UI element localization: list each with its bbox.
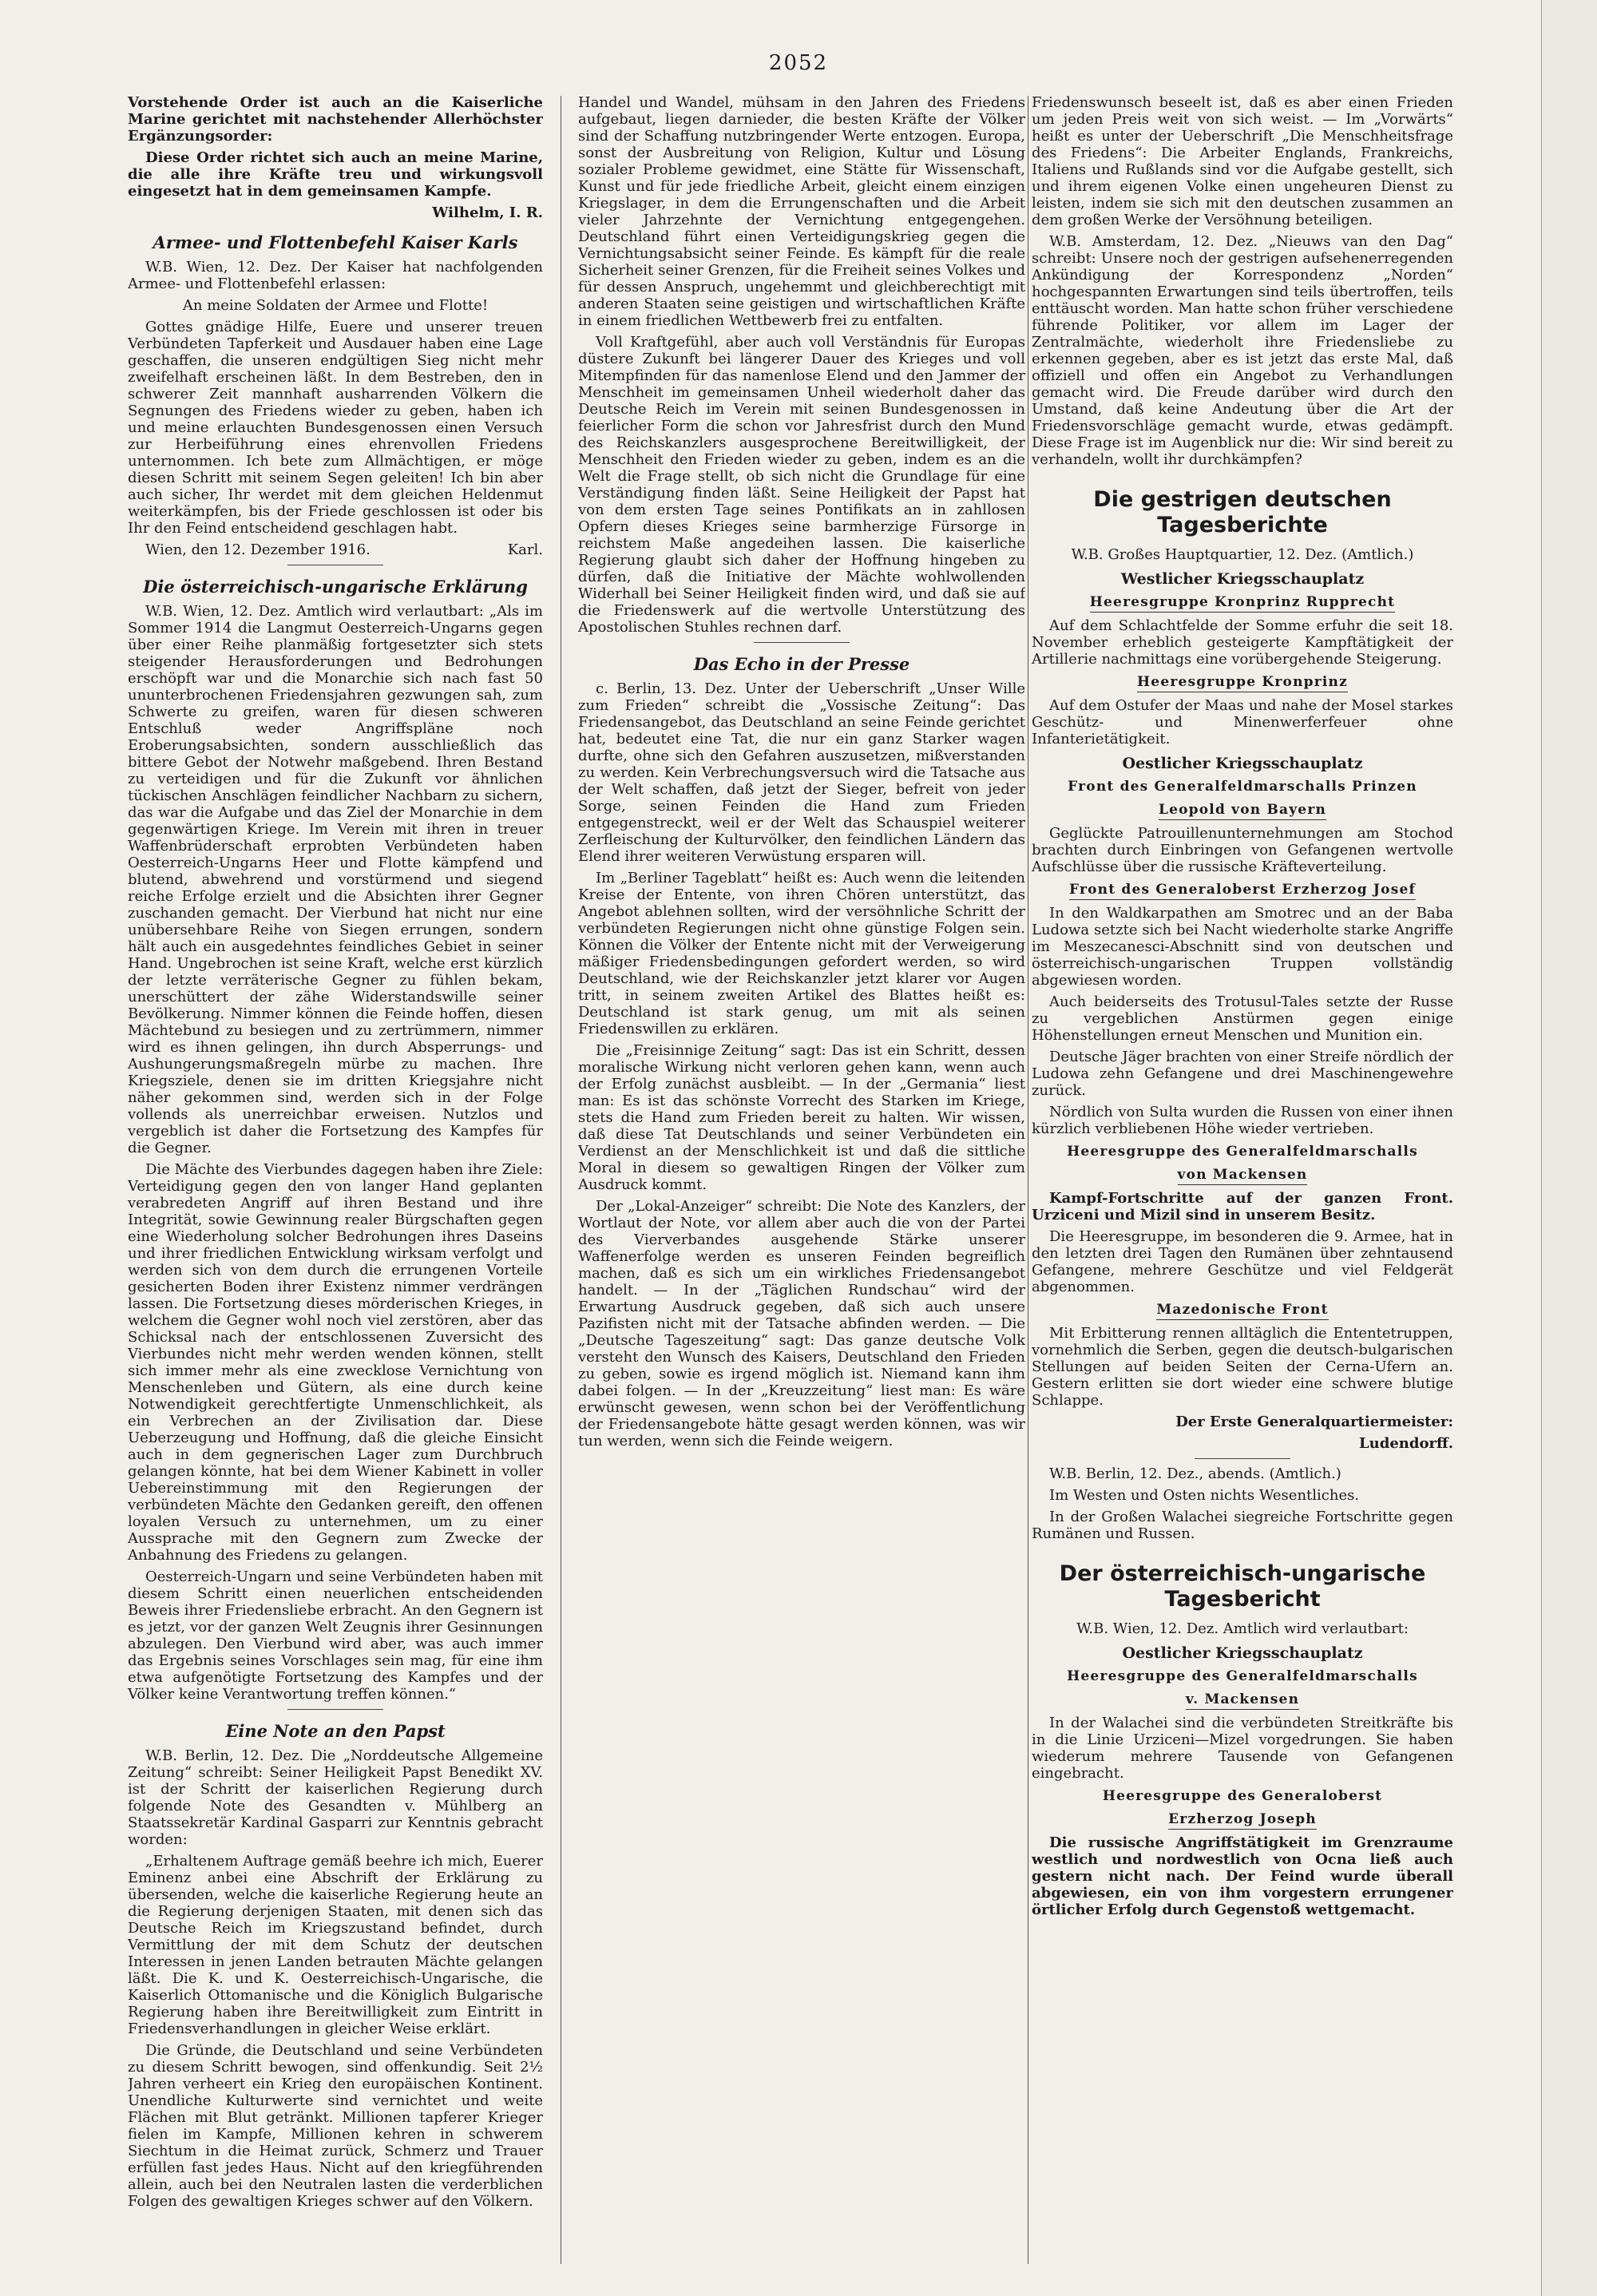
dt-text-5: Auch beiderseits des Trotusul-Tales setzte der Russe zu vergeblichen Anstürmen gegen einige Höhenstellungen erneut Menschen und Munition ein. bbox=[1032, 993, 1453, 1044]
dt-front-josef-label: Front des Generaloberst Erzherzog Josef bbox=[1069, 882, 1416, 900]
armee-signature: Karl. bbox=[507, 541, 543, 558]
oe-group-mackensen: Heeresgruppe des Generalfeldmarschalls bbox=[1067, 1668, 1418, 1684]
page-edge bbox=[1541, 0, 1597, 2296]
dt-mackensen bbox=[1032, 1167, 1453, 1184]
oe-intro: W.B. Wien, 12. Dez. Amtlich wird verlautbart: bbox=[1076, 1620, 1409, 1637]
armee-intro: W.B. Wien, 12. Dez. Der Kaiser hat nachfolgenden Armee- und Flottenbefehl erlassen: bbox=[128, 259, 543, 292]
dt-text-4: In den Waldkarpathen am Smotrec und an der Baba Ludowa setzte sich bei Nacht wiederholte starke Angriffe im Meszecanesci-Abschnitt sind von deutschen und österreichisch-ungarischen Truppen vollständig abgewiesen worden. bbox=[1032, 905, 1453, 989]
column-1 bbox=[128, 94, 543, 2264]
dt-west-heading: Westlicher Kriegsschauplatz bbox=[1120, 570, 1365, 588]
dt-leopold-label: Leopold von Bayern bbox=[1159, 802, 1326, 820]
dt-abends-intro: W.B. Berlin, 12. Dez., abends. (Amtlich.) bbox=[1049, 1465, 1341, 1482]
dt-text-7: Nördlich von Sulta wurden die Russen von einer ihnen kürzlich verbliebenen Höhe wieder vertrieben. bbox=[1032, 1104, 1453, 1137]
column-3 bbox=[1032, 94, 1453, 2264]
heading-deutsche-tagesberichte: Die gestrigen deutschen Tagesberichte bbox=[1093, 487, 1392, 537]
dt-intro: W.B. Großes Hauptquartier, 12. Dez. (Amtlich.) bbox=[1071, 546, 1414, 563]
continued-body-1: Handel und Wandel, mühsam in den Jahren des Friedens aufgebaut, liegen darnieder, die besten Kräfte der Völker sind der Schaffung nutzbringender Werte entzogen. Europa, sonst der Ausbreitung von Religion, Kultur und Lösung sozialer Probleme gewidmet, eine Stätte für Wissenschaft, Kunst und für jede friedliche Arbeit, gleicht einem einzigen Kriegslager, in dem die Errungenschaften und die Arbeit vieler Jahrzehnte der Vernichtung entgegengehen. Deutschland führt einen Verteidigungskrieg gegen die Vernichtungsabsicht seiner Feinde. Es kämpft für die reale Sicherheit seiner Grenzen, für die Freiheit seines Volkes und für dessen Anspruch, ungehemmt und gleichberechtigt mit anderen Staaten seine geistigen und wirtschaftlichen Kräfte in einem friedlichen Wettbewerb frei zu entfalten. bbox=[578, 94, 1025, 329]
dt-text-6: Deutsche Jäger brachten von einer Streife nördlich der Ludowa zehn Gefangene und drei Maschinengewehre zurück. bbox=[1032, 1049, 1453, 1099]
separator bbox=[287, 1709, 383, 1710]
oe-mackensen bbox=[1032, 1691, 1453, 1708]
note-body-1: W.B. Berlin, 12. Dez. Die „Norddeutsche Allgemeine Zeitung“ schreibt: Seiner Heiligkeit Papst Benedikt XV. ist der Schritt der kaiserlichen Regierung durch folgende Note des Gesandten v. Mühlberg an Staatssekretär Kardinal Gasparri zur Kenntnis gebracht worden: bbox=[128, 1747, 543, 1848]
armee-body: Gottes gnädige Hilfe, Euere und unserer treuen Verbündeten Tapferkeit und Ausdauer haben eine Lage geschaffen, die unseren endgültigen Sieg nicht mehr zweifelhaft erscheinen läßt. In dem Bestreben, den in schwerer Zeit mannhaft ausharrenden Völkern die Segnungen des Friedens wieder zu geben, haben ich und meine erlauchten Bundesgenossen einen Versuch zur Herbeiführung eines ehrenvollen Friedens unternommen. Ich bete zum Allmächtigen, er möge diesen Schritt mit seinem Segen geleiten! Ich bin aber auch sicher, Ihr werdet mit dem gleichen Heldenmut weiterkämpfen, bis der Friede geschlossen ist oder bis Ihr den Feind entscheidend geschlagen habt. bbox=[128, 319, 543, 537]
dt-group-mackensen: Heeresgruppe des Generalfeldmarschalls bbox=[1067, 1144, 1418, 1160]
order-note-signature: Wilhelm, I. R. bbox=[432, 204, 543, 221]
echo-body-1: c. Berlin, 13. Dez. Unter der Ueberschrift „Unser Wille zum Frieden“ schreibt die „Vossische Zeitung“: Das Friedensangebot, das Deutschland an seine Feinde gerichtet hat, bedeutet eine Tat, die nur ein ganz Starker wagen durfte, ohne sich den Gefahren auszusetzen, mißverstanden zu werden. Kein Verbrechungsversuch wird die Tatsache aus der Welt schaffen, daß jetzt der Sieger, befreit von jeder Sorge, seinen Feinden die Hand zum Frieden entgegenstreckt, weil er der Welt das Schauspiel weiterer Zerfleischung der Kulturvölker, den feindlichen Ländern das Elend ihrer weiteren Verwüstung ersparen will. bbox=[578, 680, 1025, 865]
dt-text-8: Kampf-Fortschritte auf der ganzen Front. Urziceni und Mizil sind in unserem Besitz. bbox=[1032, 1190, 1453, 1223]
dt-text-2: Auf dem Ostufer der Maas und nahe der Mosel starkes Geschütz- und Minenwerferfeuer ohne Infanterietätigkeit. bbox=[1032, 697, 1453, 747]
dt-group-kronprinz-ruprecht bbox=[1032, 594, 1453, 611]
dt-group-kronprinz-ruprecht-label: Heeresgruppe Kronprinz Rupprecht bbox=[1090, 594, 1395, 613]
echo-body-2: Im „Berliner Tageblatt“ heißt es: Auch wenn die leitenden Kreise der Entente, von ihren Chören unterstützt, das Angebot ablehnen sollten, wird der versöhnliche Schritt der verbündeten Regierungen nicht ohne günstige Folgen sein. Können die Völker der Entente nicht mit der Verweigerung mäßiger Friedensbedingungen gefordert werden, so wird Deutschland, wie der Reichskanzler jetzt klarer vor Augen tritt, in seinem zweiten Artikel des Blattes heißt es: Deutschland ist stark genug, um mit als seinen Friedenswillen zu erklären. bbox=[578, 870, 1025, 1037]
dt-text-10: Mit Erbitterung rennen alltäglich die Ententetruppen, vornehmlich die Serben, gegen die deutsch-bulgarischen Stellungen auf beiden Seiten der Cerna-Ufern an. Gestern erlitten sie dort wieder eine schwere blutige Schlappe. bbox=[1032, 1325, 1453, 1409]
dt-leopold bbox=[1032, 802, 1453, 819]
armee-dateline bbox=[128, 541, 543, 558]
oe-josef-label: Erzherzog Joseph bbox=[1168, 1811, 1317, 1830]
dt-signature-title: Der Erste Generalquartiermeister: bbox=[1175, 1414, 1453, 1430]
continued-body-2: W.B. Amsterdam, 12. Dez. „Nieuws van den Dag“ schreibt: Unsere noch der gestrigen aufsehenerregenden Ankündigung der Korrespondenz „Norden“ hochgespannten Erwartungen sind teils übertroffen, teils enttäuscht worden. Man hatte schon früher verschiedene führende Politiker, vor allem im Lager der Zentralmächte, wiederholt ihre Friedensliebe zu erkennen gegeben, aber es ist jetzt das erste Mal, daß offiziell und offen ein Angebot zu Verhandlungen gemacht wird. Die Freude darüber wird durch den Umstand, daß keine Andeutung über die Art der Friedensvorschläge gemacht wurde, etwas gedämpft. Diese Frage ist im Augenblick nur die: Wir sind bereit zu verhandeln, wollt ihr durchkämpfen? bbox=[1032, 233, 1453, 468]
erklaerung-body-2: Die Mächte des Vierbundes dagegen haben ihre Ziele: Verteidigung gegen den von langer Hand geplanten verabredeten Angriff auf ihren Bestand und ihre Integrität, sowie Gewinnung realer Bürgschaften gegen eine Wiederholung solcher Bedrohungen ihres Daseins und ihrer friedlichen Entwicklung wirksam verfolgt und werden sich von dem durch die errungenen Vorteile gesicherten Boden ihrer Existenz nimmer verdrängen lassen. Die Fortsetzung dieses mörderischen Krieges, in welchem die Gegner wohl noch viel zerstören, aber das Schicksal nach der entschlossenen Zuversicht des Vierbundes nicht mehr werden wenden können, stellt sich immer mehr als eine zwecklose Vernichtung von Menschenleben und Gütern, als eine durch keine Notwendigkeit gerechtfertigte Unmenschlichkeit, als ein Verbrechen an der Zivilisation dar. Diese Ueberzeugung und Hoffnung, daß die gleiche Einsicht auch in dem gegnerischen Lager zum Durchbruch gelangen könnte, hat bei dem Wiener Kabinett in voller Uebereinstimmung mit den Regierungen der verbündeten Mächte den Gedanken gereift, den offenen loyalen Versuch zu unternehmen, um zu einer Aussprache mit den Gegnern zum Zwecke der Anbahnung des Friedens zu gelangen. bbox=[128, 1161, 543, 1564]
separator bbox=[1195, 1458, 1290, 1459]
heading-oe-tagesbericht: Der österreichisch-ungarische Tagesbericht bbox=[1059, 1561, 1426, 1612]
dt-group-kronprinz bbox=[1032, 674, 1453, 691]
continued-body-1: Friedenswunsch beseelt ist, daß es aber einen Frieden um jeden Preis weit von sich weist. — Im „Vorwärts“ heißt es unter der Ueberschrift „Die Menschheitsfrage des Friedens“: Die Arbeiter Englands, Frankreichs, Italiens und Rußlands sind vor die Aufgabe gestellt, sich und ihrem eigenen Volke einen ungeheuren Dienst zu leisten, indem sie sich mit den deutschen zusammen an dem großen Werke der Versöhnung beteiligen. bbox=[1032, 94, 1453, 228]
dt-group-kronprinz-label: Heeresgruppe Kronprinz bbox=[1137, 674, 1348, 692]
dt-text-9: Die Heeresgruppe, im besonderen die 9. Armee, hat in den letzten drei Tagen den Rumänen über zehntausend Gefangene, mehrere Geschütze und viel Feldgerät abgenommen. bbox=[1032, 1228, 1453, 1295]
dt-abends-1: Im Westen und Osten nichts Wesentliches. bbox=[1049, 1487, 1360, 1504]
heading-note-papst: Eine Note an den Papst bbox=[225, 1721, 446, 1741]
note-body-2: „Erhaltenem Auftrage gemäß beehre ich mich, Euerer Eminenz anbei eine Abschrift der Erklärung zu übersenden, welche die kaiserliche Regierung heute an die Regierung derjenigen Staaten, mit denen sich das Deutsche Reich im Kriegszustand befindet, durch Vermittlung der mit dem Schutz der deutschen Interessen in jenen Landen betrauten Mächte gelangen läßt. Die K. und K. Oesterreichisch-Ungarische, die Kaiserlich Ottomanische und die Königlich Bulgarische Regierung haben ihre Bereitwilligkeit zum Eintritt in Friedensverhandlungen in gleicher Weise erklärt. bbox=[128, 1853, 543, 2037]
order-note-2: Diese Order richtet sich auch an meine Marine, die alle ihre Kräfte treu und wirkungsvoll eingesetzt hat in dem gemeinsamen Kampfe. bbox=[128, 149, 543, 200]
dt-mackensen-label: von Mackensen bbox=[1178, 1167, 1308, 1185]
dt-front-leopold: Front des Generalfeldmarschalls Prinzen bbox=[1068, 779, 1417, 795]
armee-date: Wien, den 12. Dezember 1916. bbox=[145, 541, 371, 558]
oe-mackensen-label: v. Mackensen bbox=[1186, 1691, 1299, 1710]
armee-salutation: An meine Soldaten der Armee und Flotte! bbox=[182, 297, 489, 314]
dt-abends-2: In der Großen Walachei siegreiche Fortschritte gegen Rumänen und Russen. bbox=[1032, 1509, 1453, 1542]
dt-mazedonien-label: Mazedonische Front bbox=[1156, 1302, 1328, 1320]
echo-body-3: Die „Freisinnige Zeitung“ sagt: Das ist ein Schritt, dessen moralische Wirkung nicht verloren gehen kann, wenn auch der Erfolg zunächst ausbleibt. — In der „Germania“ liest man: Es ist das schönste Vorrecht des Starken im Kriege, stets die Hand zum Frieden bereit zu halten. Wir wissen, daß diese Tat Deutschlands und seiner Verbündeten ein Verdienst an der Menschlichkeit ist und daß die sittliche Moral in diesem so gewaltigen Ringen der Völker zum Ausdruck kommt. bbox=[578, 1042, 1025, 1193]
dt-signature-name: Ludendorff. bbox=[1359, 1435, 1453, 1452]
order-note-1: Vorstehende Order ist auch an die Kaiserliche Marine gerichtet mit nachstehender Allerhöchster Ergänzungsorder: bbox=[128, 94, 543, 145]
dt-mazedonien bbox=[1032, 1302, 1453, 1319]
echo-body-4: Der „Lokal-Anzeiger“ schreibt: Die Note des Kanzlers, der Wortlaut der Note, vor allem aber auch die von der Partei des Vierverbandes ausgehende Stärke unserer Waffenerfolge werden es unseren Feinden begreiflich machen, daß es sich um ein wirkliches Friedensangebot handelt. — In der „Täglichen Rundschau“ wird der Erwartung Ausdruck gegeben, daß sich auch unsere Pazifisten nicht mit der Tatsache abfinden werden. — Die „Deutsche Tageszeitung“ sagt: Das ganze deutsche Volk versteht den Wunsch des Kaisers, Deutschland den Frieden zu geben, sowie es irgend möglich ist. Niemand kann ihm dabei folgen. — In der „Kreuzzeitung“ liest man: Es wäre erwünscht gewesen, wenn schon bei der Veröffentlichung der Friedensangebote hätte gesagt werden können, was wir tun werden, wenn sich die Feinde weigern. bbox=[578, 1198, 1025, 1449]
continued-body-2: Voll Kraftgefühl, aber auch voll Verständnis für Europas düstere Zukunft bei längerer Dauer des Krieges und voll Mitempfinden für das namenlose Elend und den Jammer der Menschheit im gemeinsamen Unheil wiederholt daher das Deutsche Reich im Verein mit seinen Bundesgenossen in feierlicher Form die schon vor Jahresfrist durch den Mund des Reichskanzlers ausgesprochene Bereitwilligkeit, der Menschheit den Frieden wieder zu geben, indem es an die Welt die Frage stellt, ob sich nicht die Grundlage für eine Verständigung finden läßt. Seine Heiligkeit der Papst hat von dem ersten Tage seines Pontifikats an in zahllosen Opfern dieses Krieges seine barmherzige Fürsorge in reichstem Maße angedeihen lassen. Die kaiserliche Regierung glaubt sich daher der Hoffnung hingeben zu dürfen, daß die Initiative der Mächte wohlwollenden Widerhall bei Seiner Heiligkeit finden wird, und daß sie auf die Friedenswerk auf die wertvolle Unterstützung des Apostolischen Stuhles rechnen darf. bbox=[578, 334, 1025, 636]
oe-east-heading: Oestlicher Kriegsschauplatz bbox=[1122, 1644, 1363, 1662]
oe-group-generaloberst: Heeresgruppe des Generaloberst bbox=[1102, 1788, 1383, 1804]
dt-front-josef bbox=[1032, 882, 1453, 898]
oe-text-2: Die russische Angriffstätigkeit im Grenzraume westlich und nordwestlich von Ocna ließ auch gestern nicht nach. Der Feind wurde überall abgewiesen, ein von ihm vorgestern errungener örtlicher Erfolg durch Gegenstoß wettgemacht. bbox=[1032, 1834, 1453, 1918]
column-2 bbox=[578, 94, 1025, 2264]
heading-armeebefehl: Armee- und Flottenbefehl Kaiser Karls bbox=[153, 232, 518, 252]
note-body-3: Die Gründe, die Deutschland und seine Verbündeten zu diesem Schritt bewogen, sind offenkundig. Seit 2½ Jahren verheert ein Krieg den europäischen Kontinent. Unendliche Kulturwerte sind vernichtet und weite Flächen mit Blut getränkt. Millionen tapferer Krieger fielen im Kampfe, Millionen kehren in schwerem Siechtum in die Heimat zurück, Schmerz und Trauer erfüllen fast jedes Haus. Nicht auf den kriegführenden allein, auch bei den Neutralen lasten die verderblichen Folgen des gewaltigen Krieges schwer auf den Völkern. bbox=[128, 2042, 543, 2210]
dt-east-heading: Oestlicher Kriegsschauplatz bbox=[1122, 755, 1363, 772]
heading-echo-presse: Das Echo in der Presse bbox=[693, 654, 910, 674]
oe-text-1: In der Walachei sind die verbündeten Streitkräfte bis in die Linie Urziceni—Mizel vorgedrungen. Sie haben wiederum mehrere Tausende von Gefangenen eingebracht. bbox=[1032, 1715, 1453, 1782]
oe-josef bbox=[1032, 1811, 1453, 1828]
erklaerung-body-3: Oesterreich-Ungarn und seine Verbündeten haben mit diesem Schritt einen neuerlichen entscheidenden Beweis ihrer Friedensliebe erbracht. An den Gegnern ist es jetzt, vor der ganzen Welt Zeugnis ihrer Gesinnungen abzulegen. Den Vierbund wird aber, was auch immer das Ergebnis seines Vorschlages sein mag, für eine ihm etwa aufgenötigte Fortsetzung des Kampfes und der Völker keine Verantwortung treffen können.“ bbox=[128, 1568, 543, 1703]
erklaerung-body-1: W.B. Wien, 12. Dez. Amtlich wird verlautbart: „Als im Sommer 1914 die Langmut Oesterreich-Ungarns gegen über einer Reihe planmäßig fortgesetzter sich stets steigender Herausforderungen und Bedrohungen erschöpft war und die Monarchie sich nach fast 50 ununterbrochenen Friedensjahren gezwungen sah, zum Schwerte zu greifen, waren für diesen schweren Entschluß weder Angriffspläne noch Eroberungsabsichten, sondern ausschließlich das bittere Gebot der Notwehr maßgebend. Ihren Bestand zu verteidigen und für die Zukunft vor ähnlichen tückischen Anschlägen feindlicher Nachbarn zu sichern, das war die Aufgabe und das Ziel der Monarchie in dem gegenwärtigen Kriege. Im Verein mit ihren in treuer Waffenbrüderschaft erprobten Verbündeten haben Oesterreich-Ungarns Heer und Flotte kämpfend und blutend, abwehrend und vorstürmend und siegend reiche Erfolge erzielt und die Absichten ihrer Gegner zuschanden gemacht. Der Vierbund hat nicht nur eine unübersehbare Reihe von Siegen errungen, sondern hält auch ein ausgedehntes feindliches Gebiet in seiner Hand. Ungebrochen ist seine Kraft, welche erst kürzlich der letzte verräterische Gegner zu fühlen bekam, unerschüttert der zähe Widerstandswille seiner Bevölkerung. Nimmer können die Feinde hoffen, diesen Mächtebund zu besiegen und zu zertrümmern, nimmer wird es ihnen gelingen, ihn durch Absperrungs- und Aushungerungsmaßregeln mürbe zu machen. Ihre Kriegsziele, denen sie im dritten Kriegsjahre nicht näher gekommen sind, werden sich in der Folge vollends als unerreichbar erweisen. Nutzlos und vergeblich ist daher die Fortsetzung des Kampfes für die Gegner. bbox=[128, 603, 543, 1156]
separator bbox=[754, 642, 850, 643]
heading-erklaerung: Die österreichisch-ungarische Erklärung bbox=[143, 577, 528, 597]
page-number: 2052 bbox=[768, 51, 829, 75]
dt-text-3: Geglückte Patrouillenunternehmungen am Stochod brachten durch Einbringen von Gefangenen wertvolle Aufschlüsse über die russische Kräfteverteilung. bbox=[1032, 825, 1453, 875]
dt-text-1: Auf dem Schlachtfelde der Somme erfuhr die seit 18. November erheblich gesteigerte Kampftätigkeit der Artillerie nachmittags eine vorübergehende Steigerung. bbox=[1032, 617, 1453, 668]
